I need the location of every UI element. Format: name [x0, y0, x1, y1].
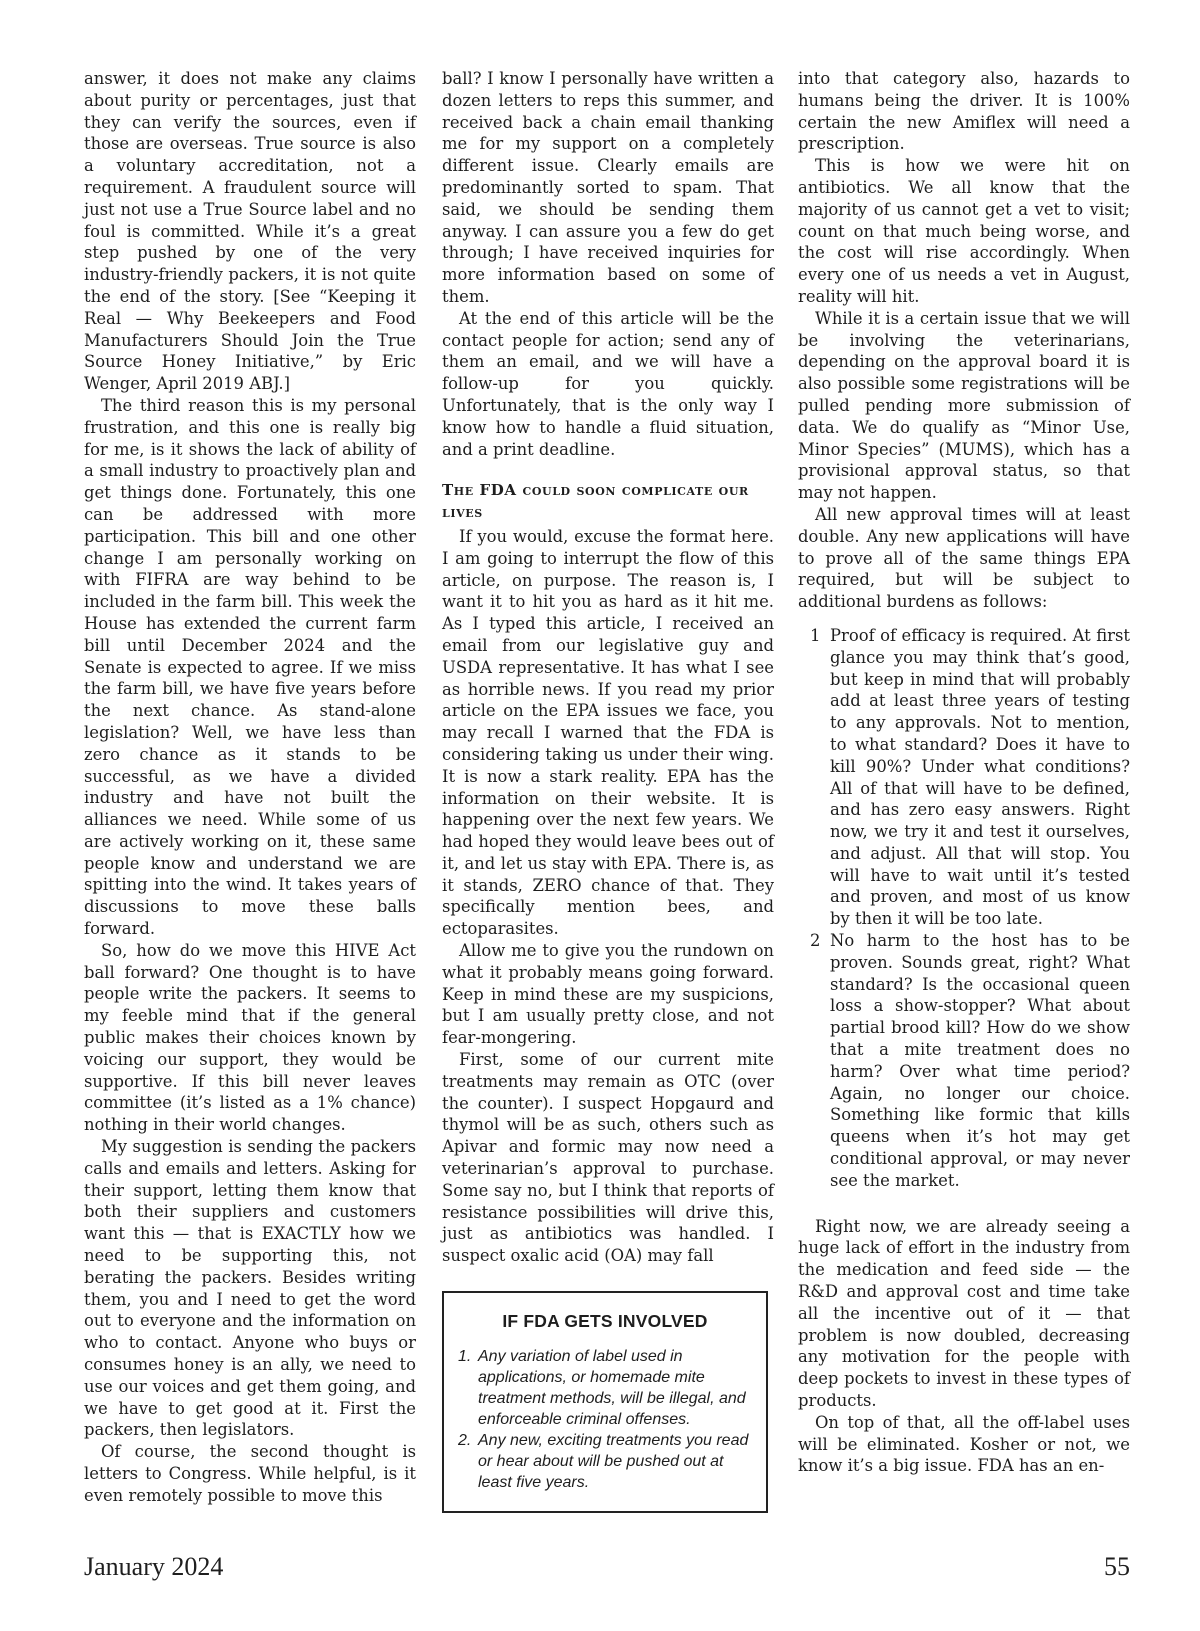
- numbered-list-item: [798, 930, 1130, 1192]
- paragraph: My suggestion is sending the packers calls and emails and letters. Asking for their support, letting them know that both their suppliers and customers want this — that is EXACTLY how we need to be supporting this, not berating the packers. Besides writing them, you and I need to get the word out to everyone and the information on who to contact. Anyone who buys or consumes honey is an ally, we need to use our voices and get them going, and we have to get good at it. First the packers, then legislators.: [84, 1137, 416, 1440]
- paragraph: First, some of our current mite treatments may remain as OTC (over the counter). I suspect Hopgaurd and thymol will be as such, others such as Apivar and formic may now need a veterinarian’s approval to purchase. Some say no, but I think that reports of resistance possibilities will drive this, just as antibiotics was handled. I suspect oxalic acid (OA) may fall: [442, 1050, 774, 1266]
- paragraph: answer, it does not make any claims about purity or percentages, just that they can verify the sources, even if those are overseas. True source is also a voluntary accreditation, not a requirement. A fraudulent source will just not use a True Source label and no foul is committed. While it’s a great step pushed by one of the very industry-friendly packers, it is not quite the end of the story. [See “Keeping it Real — Why Beekeepers and Food Manufacturers Should Join the True Source Honey Initiative,” by Eric Wenger, April 2019 ABJ.]: [84, 69, 416, 394]
- numbered-list: [798, 625, 1130, 1192]
- paragraph: Right now, we are already seeing a huge lack of effort in the industry from the medication and feed side — the R&D and approval cost and time take all the incentive out of it — that problem is now doubled, decreasing any motivation for the people with deep pockets to invest in these types of products.: [798, 1216, 1130, 1411]
- paragraph: All new approval times will at least double. Any new applications will have to prove all of the same things EPA required, but will be subject to additional burdens as follows:: [798, 504, 1130, 612]
- spacer: [798, 1192, 1130, 1216]
- paragraph: While it is a certain issue that we will be involving the veterinarians, depending on the approval board it is also possible some registrations will be pulled pending more submission of data. We do qualify as “Minor Use, Minor Species” (MUMS), which has a provisional approval status, so that may not happen.: [798, 308, 1130, 503]
- sidebar-box: [442, 1291, 768, 1513]
- sidebar-list-item: [458, 1430, 752, 1493]
- paragraph: At the end of this article will be the contact people for action; send any of them an email, and we will have a follow-up for you quickly. Unfortunately, that is the only way I know how to handle a fluid situation, and a print deadline.: [442, 308, 774, 459]
- section-subhead: The FDA could soon complicate our lives: [442, 481, 749, 522]
- list-number: 2: [810, 931, 821, 951]
- list-text: Any variation of label used in applications, or homemade mite treatment methods, will be illegal, and enforceable criminal offenses.: [478, 1348, 746, 1428]
- list-text: No harm to the host has to be proven. Sounds great, right? What standard? Is the occasional queen loss a show-stopper? What about partial brood kill? How do we show that a mite treatment does no harm? Over what time period? Again, no longer our choice. Something like formic that kills queens when it’s hot may get conditional approval, or may never see the market.: [830, 931, 1130, 1190]
- paragraph: On top of that, all the off-label uses will be eliminated. Kosher or not, we know it’s a big issue. FDA has an en-: [798, 1412, 1130, 1476]
- page-number: 55: [1104, 1552, 1130, 1581]
- list-number: 1: [810, 625, 821, 645]
- list-number: 2.: [458, 1432, 472, 1449]
- paragraph: So, how do we move this HIVE Act ball forward? One thought is to have people write the packers. It seems to my feeble mind that if the general public makes their choices known by voicing our support, they would be supportive. If this bill never leaves committee (it’s listed as a 1% chance) nothing in their world changes.: [84, 940, 416, 1135]
- sidebar-list-item: [458, 1346, 752, 1430]
- column-2: [442, 68, 774, 1267]
- paragraph: Allow me to give you the rundown on what it probably means going forward. Keep in mind these are my suspicions, but I am usually pretty close, and not fear-mongering.: [442, 941, 774, 1048]
- sidebar-title: IF FDA GETS INVOLVED: [502, 1311, 708, 1331]
- column-1: [84, 68, 416, 1507]
- paragraph: into that category also, hazards to humans being the driver. It is 100% certain the new Amiflex will need a prescription.: [798, 69, 1130, 154]
- numbered-list-item: [798, 625, 1130, 930]
- paragraph: The third reason this is my personal frustration, and this one is really big for me, is it shows the lack of ability of a small industry to proactively plan and get things done. Fortunately, this one can be addressed with more participation. This bill and one other change I am personally working on with FIFRA are way behind to be included in the farm bill. This week the House has extended the current farm bill until December 2024 and the Senate is expected to agree. If we miss the farm bill, we have five years before the next chance. As stand-alone legislation? Well, we have less than zero chance as it stands to be successful, as we have a divided industry and have not built the alliances we need. While some of us are actively working on it, these same people know and understand we are spitting into the wind. It takes years of discussions to move these balls forward.: [84, 395, 416, 939]
- footer-date: January 2024: [84, 1552, 224, 1581]
- paragraph: This is how we were hit on antibiotics. We all know that the majority of us cannot get a vet to visit; count on that much being worse, and the cost will rise accordingly. When every one of us needs a vet in August, reality will hit.: [798, 156, 1130, 306]
- column-3: [798, 68, 1130, 1477]
- paragraph: Of course, the second thought is letters to Congress. While helpful, is it even remotely possible to move this: [84, 1442, 416, 1505]
- paragraph: If you would, excuse the format here. I am going to interrupt the flow of this article, on purpose. The reason is, I want it to hit you as hard as it hit me. As I typed this article, I received an email from our legislative guy and USDA representative. It has what I see as horrible news. If you read my prior article on the EPA issues we face, you may recall I warned that the FDA is considering taking us under their wing. It is now a stark reality. EPA has the information on their website. It is happening over the next few years. We had hoped they would leave bees out of it, and let us stay with EPA. There is, as it stands, ZERO chance of that. They specifically mention bees, and ectoparasites.: [442, 526, 774, 939]
- list-number: 1.: [458, 1348, 472, 1365]
- sidebar-list: [458, 1346, 752, 1493]
- list-text: Any new, exciting treatments you read or hear about will be pushed out at least five years.: [478, 1432, 749, 1491]
- paragraph: ball? I know I personally have written a dozen letters to reps this summer, and received back a chain email thanking me for my support on a completely different issue. Clearly emails are predominantly sorted to spam. That said, we should be sending them anyway. I can assure you a few do get through; I have received inquiries for more information based on some of them.: [442, 69, 774, 306]
- list-text: Proof of efficacy is required. At first glance you may think that’s good, but keep in mind that will probably add at least three years of testing to any approvals. Not to mention, to what standard? Does it have to kill 90%? Under what conditions? All of that will have to be defined, and has zero easy answers. Right now, we try it and test it ourselves, and adjust. All that will stop. You will have to wait until it’s tested and proven, and most of us know by then it will be too late.: [830, 625, 1130, 929]
